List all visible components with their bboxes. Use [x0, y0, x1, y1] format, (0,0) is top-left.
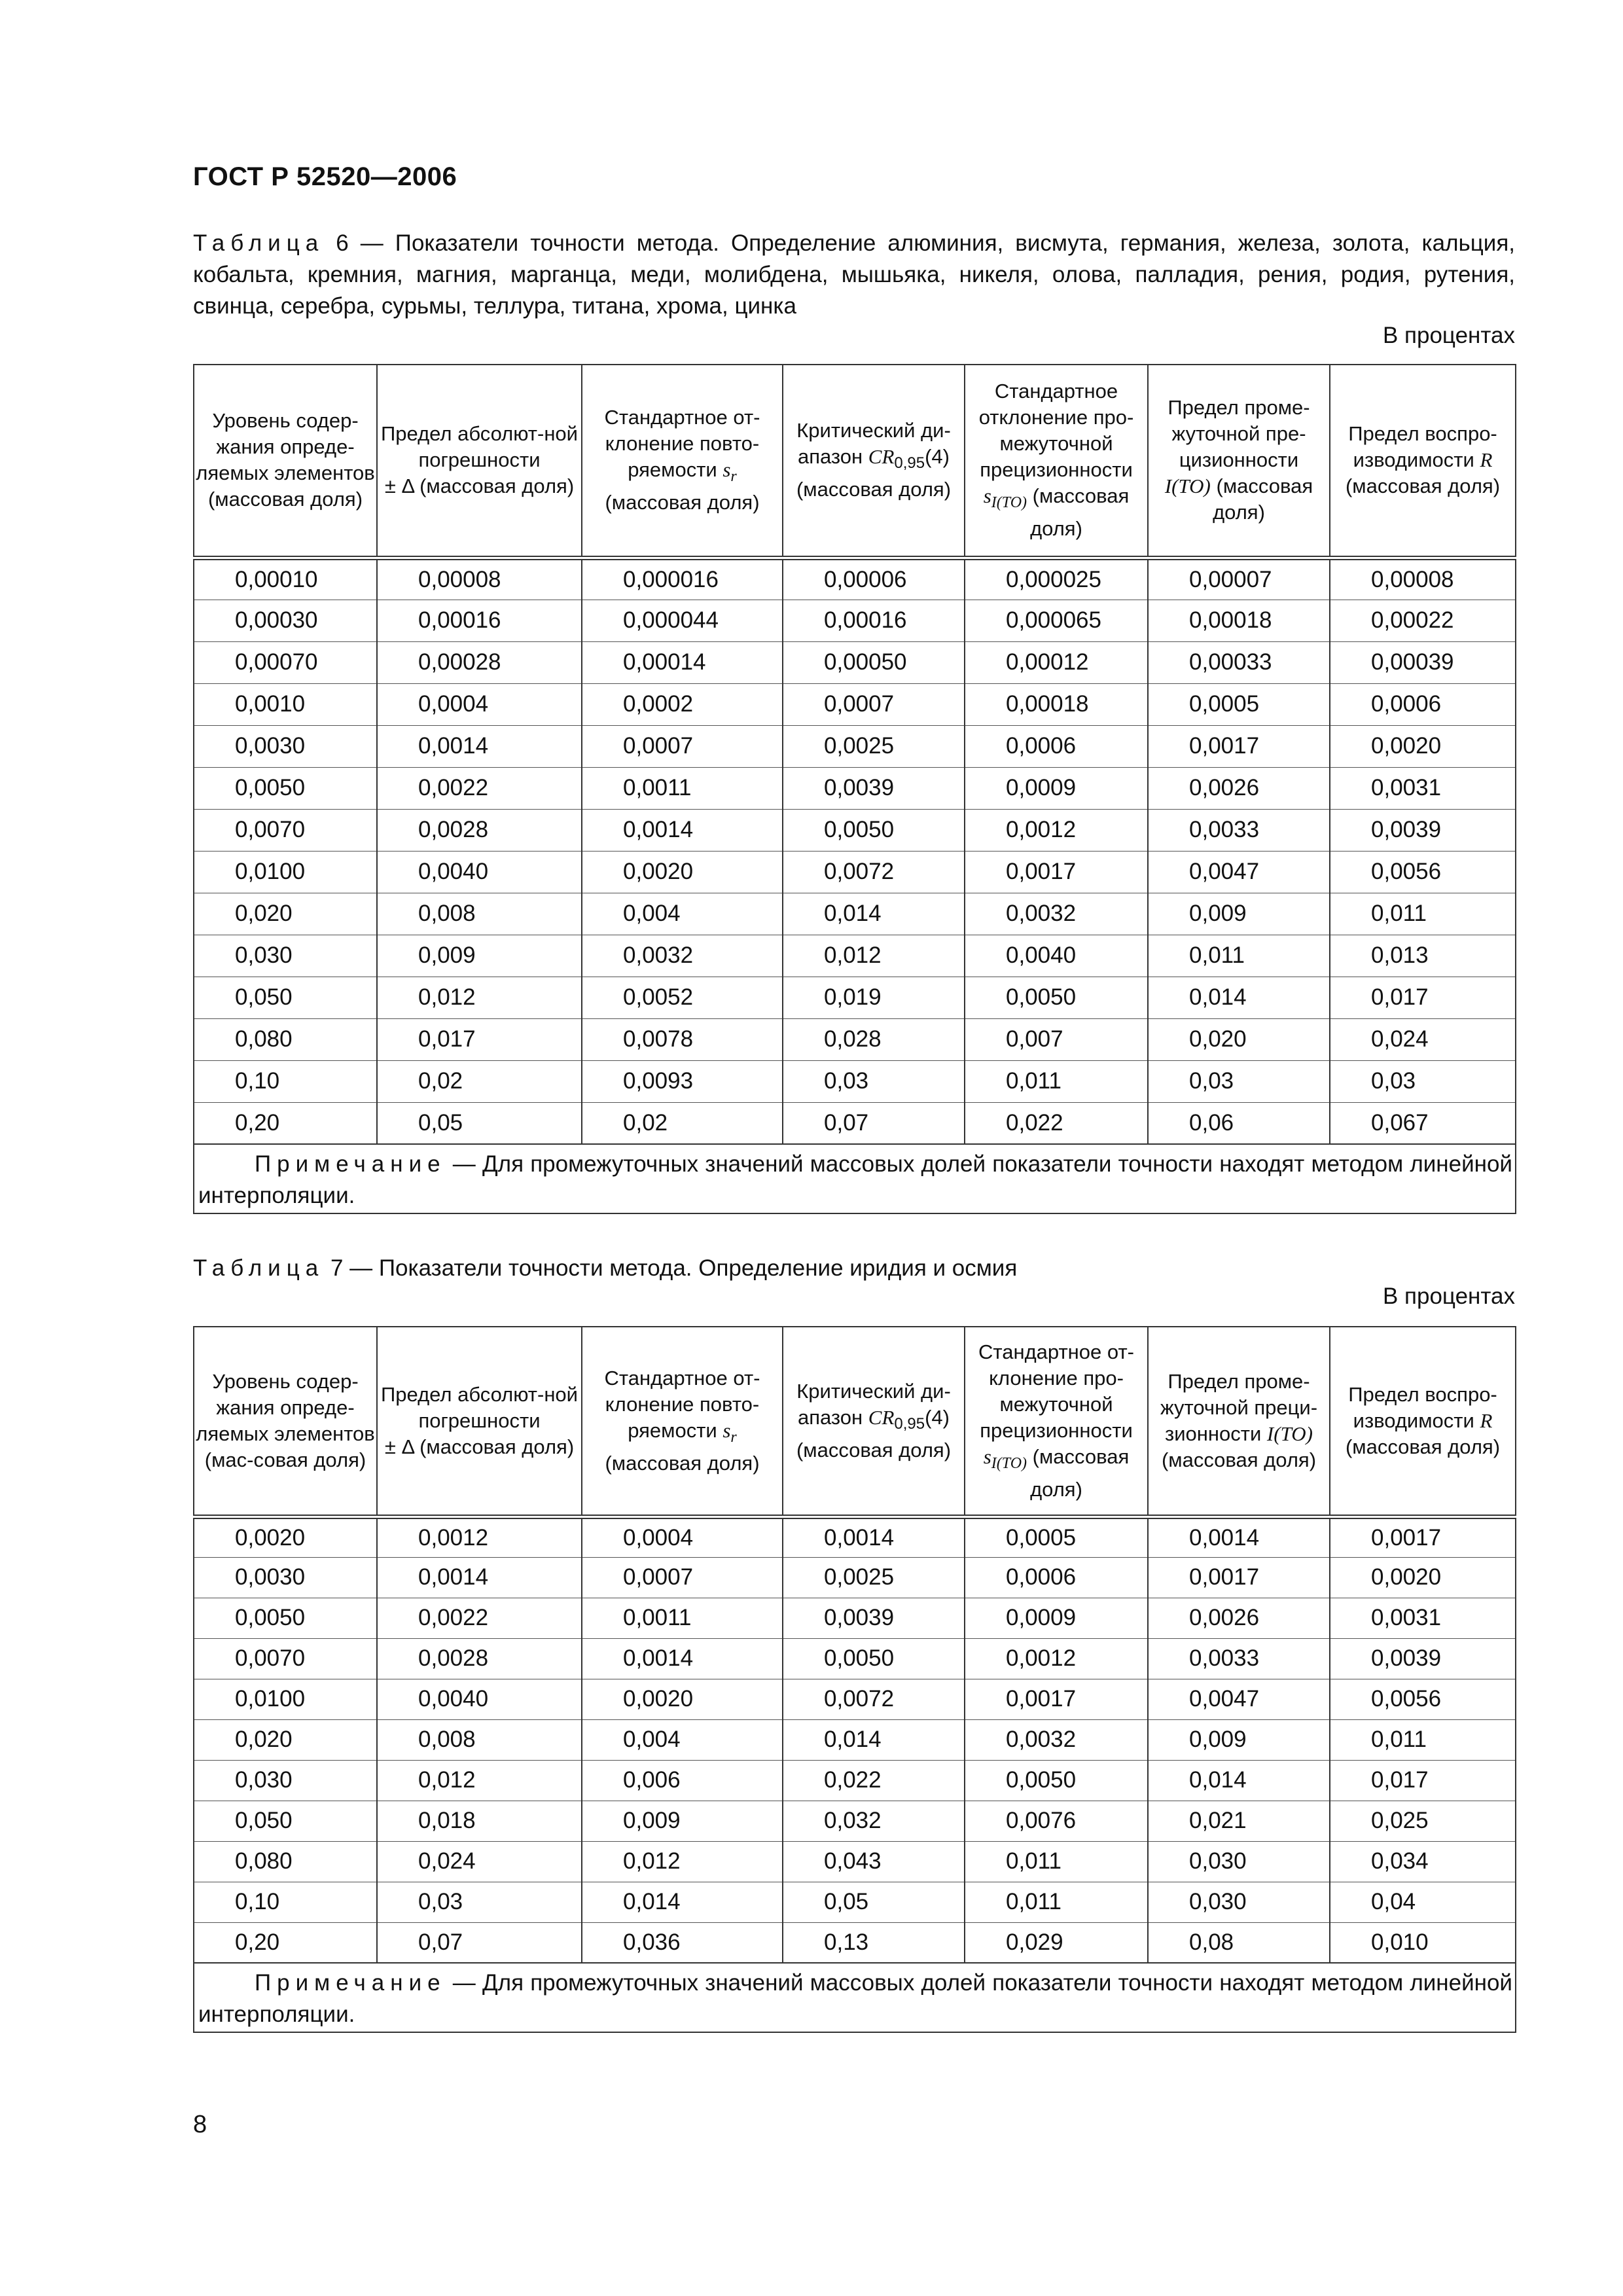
table-cell: 0,03	[377, 1882, 582, 1922]
table-cell: 0,024	[1330, 1018, 1516, 1060]
table-cell: 0,0014	[783, 1516, 965, 1557]
table7-body	[194, 1516, 1516, 1963]
table-cell: 0,06	[1148, 1102, 1330, 1144]
table-cell: 0,009	[582, 1801, 783, 1841]
table7-note	[194, 1963, 1516, 2032]
table-cell: 0,0012	[965, 809, 1148, 851]
table-cell: 0,012	[783, 935, 965, 977]
table-cell: 0,0028	[377, 809, 582, 851]
table-row	[194, 977, 1516, 1018]
table-row	[194, 1557, 1516, 1598]
table-cell: 0,0039	[1330, 1638, 1516, 1679]
page-number: 8	[193, 2111, 207, 2138]
table-cell: 0,014	[1148, 977, 1330, 1018]
table-cell: 0,08	[1148, 1922, 1330, 1963]
table-cell: 0,0033	[1148, 809, 1330, 851]
table7-header-repeatability: Стандартное от-клонение повто-ряемости $s_r$ (массовая доля)	[582, 1327, 783, 1516]
table6-header-repeatability: Стандартное от-клонение повто-ряемости $s_r$ (массовая доля)	[582, 365, 783, 558]
table-row	[194, 600, 1516, 641]
table-cell: 0,018	[377, 1801, 582, 1841]
table-cell: 0,00039	[1330, 641, 1516, 683]
table-cell: 0,0010	[194, 683, 377, 725]
table-row	[194, 683, 1516, 725]
table-cell: 0,011	[1330, 893, 1516, 935]
table-cell: 0,0032	[965, 893, 1148, 935]
table-cell: 0,00016	[377, 600, 582, 641]
table-cell: 0,0020	[582, 1679, 783, 1719]
table-cell: 0,012	[377, 977, 582, 1018]
table6-header-row	[194, 365, 1516, 558]
table-cell: 0,0006	[965, 725, 1148, 767]
table-cell: 0,011	[965, 1841, 1148, 1882]
table-cell: 0,029	[965, 1922, 1148, 1963]
table-row	[194, 1516, 1516, 1557]
table-row	[194, 641, 1516, 683]
table6-note-text: — Для промежуточных значений массовых долей показатели точности находят методом линейной интерполяции.	[198, 1151, 1512, 1208]
table-cell: 0,000025	[965, 558, 1148, 600]
table-cell: 0,030	[1148, 1841, 1330, 1882]
table-cell: 0,021	[1148, 1801, 1330, 1841]
table-row	[194, 893, 1516, 935]
table-cell: 0,0009	[965, 767, 1148, 809]
table-cell: 0,032	[783, 1801, 965, 1841]
table-cell: 0,0039	[783, 1598, 965, 1638]
table-cell: 0,0005	[1148, 683, 1330, 725]
table7-header-abs-error: Предел абсолют-ной погрешности ± Δ (массовая доля)	[377, 1327, 582, 1516]
table-cell: 0,013	[1330, 935, 1516, 977]
table-cell: 0,0007	[783, 683, 965, 725]
table-row	[194, 1841, 1516, 1882]
table-cell: 0,0014	[582, 1638, 783, 1679]
table-cell: 0,0047	[1148, 1679, 1330, 1719]
table-cell: 0,030	[1148, 1882, 1330, 1922]
table-cell: 0,0004	[377, 683, 582, 725]
table-cell: 0,030	[194, 935, 377, 977]
table-cell: 0,036	[582, 1922, 783, 1963]
table-cell: 0,00007	[1148, 558, 1330, 600]
table7-note-label: Примечание	[255, 1970, 446, 1996]
table-cell: 0,0025	[783, 1557, 965, 1598]
table-cell: 0,028	[783, 1018, 965, 1060]
table-cell: 0,07	[783, 1102, 965, 1144]
table-cell: 0,0014	[377, 1557, 582, 1598]
table-row	[194, 558, 1516, 600]
table-cell: 0,0020	[1330, 1557, 1516, 1598]
table-cell: 0,00006	[783, 558, 965, 600]
table-cell: 0,0020	[582, 851, 783, 893]
table6-header-intermediate-limit: Предел проме-жуточной пре-цизионности I(TO) (массовая доля)	[1148, 365, 1330, 558]
table-cell: 0,0005	[965, 1516, 1148, 1557]
table-cell: 0,0002	[582, 683, 783, 725]
table-cell: 0,0040	[965, 935, 1148, 977]
table-cell: 0,0032	[965, 1719, 1148, 1760]
table-cell: 0,0009	[965, 1598, 1148, 1638]
table-cell: 0,014	[783, 893, 965, 935]
table-cell: 0,0070	[194, 1638, 377, 1679]
table-cell: 0,050	[194, 1801, 377, 1841]
table-cell: 0,0050	[783, 809, 965, 851]
table7-note-text: — Для промежуточных значений массовых долей показатели точности находят методом линейной интерполяции.	[198, 1970, 1512, 2027]
table-cell: 0,0052	[582, 977, 783, 1018]
table-cell: 0,010	[1330, 1922, 1516, 1963]
table-cell: 0,00028	[377, 641, 582, 683]
table-cell: 0,0017	[1148, 1557, 1330, 1598]
table-cell: 0,000065	[965, 600, 1148, 641]
table-cell: 0,20	[194, 1922, 377, 1963]
table7-header-level: Уровень содер-жания опреде-ляемых элементов (мас-совая доля)	[194, 1327, 377, 1516]
table-cell: 0,10	[194, 1882, 377, 1922]
table-cell: 0,000044	[582, 600, 783, 641]
table-cell: 0,020	[194, 893, 377, 935]
table-row	[194, 767, 1516, 809]
table-cell: 0,0050	[783, 1638, 965, 1679]
table-cell: 0,043	[783, 1841, 965, 1882]
table-cell: 0,050	[194, 977, 377, 1018]
table-cell: 0,011	[1148, 935, 1330, 977]
table-cell: 0,067	[1330, 1102, 1516, 1144]
document-header: ГОСТ Р 52520—2006	[193, 162, 457, 191]
table-cell: 0,011	[1330, 1719, 1516, 1760]
table-cell: 0,0025	[783, 725, 965, 767]
table-cell: 0,014	[582, 1882, 783, 1922]
table-cell: 0,00050	[783, 641, 965, 683]
table-cell: 0,05	[783, 1882, 965, 1922]
table6-caption	[193, 228, 1515, 322]
table7-header-critical-range: Критический ди-апазон $CR_{0,95}(4)$ (массовая доля)	[783, 1327, 965, 1516]
table6-note-label: Примечание	[255, 1151, 446, 1177]
table-cell: 0,0022	[377, 767, 582, 809]
table-row	[194, 1719, 1516, 1760]
table-cell: 0,0040	[377, 1679, 582, 1719]
table-cell: 0,00008	[1330, 558, 1516, 600]
table-cell: 0,00012	[965, 641, 1148, 683]
table6	[193, 364, 1516, 1214]
table-cell: 0,0014	[582, 809, 783, 851]
table-cell: 0,006	[582, 1760, 783, 1801]
table-cell: 0,004	[582, 1719, 783, 1760]
table-row	[194, 809, 1516, 851]
table-cell: 0,00008	[377, 558, 582, 600]
table6-caption-label: Таблица	[193, 230, 325, 256]
table7-header-intermediate-sd: Стандартное от-клонение про-межуточной прецизионности $s_{I(TO)}$ (массовая доля)	[965, 1327, 1148, 1516]
table-row	[194, 1018, 1516, 1060]
table-row	[194, 1102, 1516, 1144]
table-cell: 0,0056	[1330, 1679, 1516, 1719]
table-cell: 0,0006	[1330, 683, 1516, 725]
table-cell: 0,0017	[965, 851, 1148, 893]
table6-note-row	[194, 1144, 1516, 1213]
table-cell: 0,0026	[1148, 1598, 1330, 1638]
table-cell: 0,0050	[965, 1760, 1148, 1801]
table-row	[194, 1760, 1516, 1801]
table-cell: 0,025	[1330, 1801, 1516, 1841]
table-cell: 0,0004	[582, 1516, 783, 1557]
table6-header-intermediate-sd: Стандартное отклонение про-межуточной прецизионности $s_{I(TO)}$ (массовая доля)	[965, 365, 1148, 558]
table-cell: 0,0030	[194, 1557, 377, 1598]
table-row	[194, 725, 1516, 767]
table-cell: 0,0026	[1148, 767, 1330, 809]
table-cell: 0,05	[377, 1102, 582, 1144]
table-cell: 0,0030	[194, 725, 377, 767]
table-cell: 0,009	[1148, 893, 1330, 935]
table-cell: 0,0039	[783, 767, 965, 809]
table-cell: 0,02	[377, 1060, 582, 1102]
table7-units: В процентах	[1382, 1283, 1515, 1309]
table-row	[194, 1679, 1516, 1719]
table-cell: 0,080	[194, 1841, 377, 1882]
table7-header-row	[194, 1327, 1516, 1516]
table-cell: 0,13	[783, 1922, 965, 1963]
table-cell: 0,00030	[194, 600, 377, 641]
table-cell: 0,004	[582, 893, 783, 935]
table-cell: 0,04	[1330, 1882, 1516, 1922]
table-cell: 0,0007	[582, 1557, 783, 1598]
table-row	[194, 1801, 1516, 1841]
table-cell: 0,0020	[194, 1516, 377, 1557]
table-cell: 0,0040	[377, 851, 582, 893]
table-cell: 0,0012	[965, 1638, 1148, 1679]
table7-header-reproducibility: Предел воспро-изводимости R (массовая доля)	[1330, 1327, 1516, 1516]
table-cell: 0,017	[1330, 1760, 1516, 1801]
table-cell: 0,10	[194, 1060, 377, 1102]
table-cell: 0,03	[1148, 1060, 1330, 1102]
table-cell: 0,0014	[377, 725, 582, 767]
table-cell: 0,000016	[582, 558, 783, 600]
table-cell: 0,0017	[1330, 1516, 1516, 1557]
table-cell: 0,20	[194, 1102, 377, 1144]
table-cell: 0,0050	[965, 977, 1148, 1018]
table-cell: 0,014	[783, 1719, 965, 1760]
table-cell: 0,0047	[1148, 851, 1330, 893]
table6-caption-number: 6	[336, 230, 349, 256]
table-row	[194, 1060, 1516, 1102]
table-cell: 0,022	[965, 1102, 1148, 1144]
table-cell: 0,0100	[194, 1679, 377, 1719]
table-cell: 0,00014	[582, 641, 783, 683]
table-cell: 0,00018	[1148, 600, 1330, 641]
table-row	[194, 1638, 1516, 1679]
table7-caption-number: 7	[330, 1255, 344, 1281]
table-cell: 0,00010	[194, 558, 377, 600]
table-cell: 0,0017	[1148, 725, 1330, 767]
table-cell: 0,0070	[194, 809, 377, 851]
table7-note-row	[194, 1963, 1516, 2032]
table-cell: 0,0007	[582, 725, 783, 767]
table-cell: 0,024	[377, 1841, 582, 1882]
table-cell: 0,020	[194, 1719, 377, 1760]
table-cell: 0,0072	[783, 851, 965, 893]
table-cell: 0,011	[965, 1060, 1148, 1102]
table-cell: 0,012	[582, 1841, 783, 1882]
table6-header-critical-range: Критический ди-апазон $CR_{0,95}(4)$ (массовая доля)	[783, 365, 965, 558]
table7	[193, 1326, 1516, 2033]
table-cell: 0,00016	[783, 600, 965, 641]
table-cell: 0,0050	[194, 767, 377, 809]
table-cell: 0,0006	[965, 1557, 1148, 1598]
table7-caption-title: — Показатели точности метода. Определение иридия и осмия	[349, 1255, 1018, 1281]
table7-caption-label: Таблица	[193, 1255, 325, 1281]
table-cell: 0,03	[1330, 1060, 1516, 1102]
table-cell: 0,080	[194, 1018, 377, 1060]
table-cell: 0,0100	[194, 851, 377, 893]
table-cell: 0,0017	[965, 1679, 1148, 1719]
table-cell: 0,007	[965, 1018, 1148, 1060]
table-cell: 0,008	[377, 1719, 582, 1760]
table6-units: В процентах	[1382, 323, 1515, 348]
table-cell: 0,009	[1148, 1719, 1330, 1760]
table-cell: 0,014	[1148, 1760, 1330, 1801]
table-cell: 0,022	[783, 1760, 965, 1801]
table-cell: 0,017	[377, 1018, 582, 1060]
table-cell: 0,00033	[1148, 641, 1330, 683]
table-cell: 0,019	[783, 977, 965, 1018]
table-cell: 0,07	[377, 1922, 582, 1963]
table-cell: 0,0012	[377, 1516, 582, 1557]
table-cell: 0,0093	[582, 1060, 783, 1102]
table6-header-abs-error: Предел абсолют-ной погрешности ± Δ (массовая доля)	[377, 365, 582, 558]
table-cell: 0,0011	[582, 767, 783, 809]
table-cell: 0,017	[1330, 977, 1516, 1018]
table-row	[194, 1882, 1516, 1922]
table-cell: 0,0056	[1330, 851, 1516, 893]
table-cell: 0,0028	[377, 1638, 582, 1679]
table-cell: 0,0076	[965, 1801, 1148, 1841]
table-row	[194, 935, 1516, 977]
table-cell: 0,020	[1148, 1018, 1330, 1060]
table-cell: 0,03	[783, 1060, 965, 1102]
table-cell: 0,030	[194, 1760, 377, 1801]
table6-header-level: Уровень содер-жания опреде-ляемых элементов (массовая доля)	[194, 365, 377, 558]
table-cell: 0,0039	[1330, 809, 1516, 851]
table-cell: 0,0031	[1330, 767, 1516, 809]
table-row	[194, 1598, 1516, 1638]
table-cell: 0,008	[377, 893, 582, 935]
table-cell: 0,0050	[194, 1598, 377, 1638]
table-cell: 0,012	[377, 1760, 582, 1801]
table-cell: 0,011	[965, 1882, 1148, 1922]
table-row	[194, 851, 1516, 893]
table-cell: 0,0022	[377, 1598, 582, 1638]
table-cell: 0,009	[377, 935, 582, 977]
table-row	[194, 1922, 1516, 1963]
table-cell: 0,0014	[1148, 1516, 1330, 1557]
table-cell: 0,0011	[582, 1598, 783, 1638]
table-cell: 0,0033	[1148, 1638, 1330, 1679]
table6-header-reproducibility: Предел воспро-изводимости R (массовая доля)	[1330, 365, 1516, 558]
table6-caption-title: — Показатели точности метода. Определение алюминия, висмута, германия, железа, золота, кальция, кобальта, кремния, магния, марганца, меди, молибдена, мышьяка, никеля, олова, палладия, рения, родия, рутения, свинца, серебра, сурьмы, теллура, титана, хрома, цинка	[193, 230, 1515, 319]
table-cell: 0,00070	[194, 641, 377, 683]
table7-caption	[193, 1253, 1515, 1284]
table6-note	[194, 1144, 1516, 1213]
table-cell: 0,02	[582, 1102, 783, 1144]
table-cell: 0,0020	[1330, 725, 1516, 767]
table-cell: 0,0032	[582, 935, 783, 977]
table6-body	[194, 558, 1516, 1144]
table-cell: 0,0078	[582, 1018, 783, 1060]
table-cell: 0,00018	[965, 683, 1148, 725]
table-cell: 0,0072	[783, 1679, 965, 1719]
table-cell: 0,00022	[1330, 600, 1516, 641]
table-cell: 0,0031	[1330, 1598, 1516, 1638]
table7-header-intermediate-limit: Предел проме-жуточной преци-зионности I(TO) (массовая доля)	[1148, 1327, 1330, 1516]
table-cell: 0,034	[1330, 1841, 1516, 1882]
